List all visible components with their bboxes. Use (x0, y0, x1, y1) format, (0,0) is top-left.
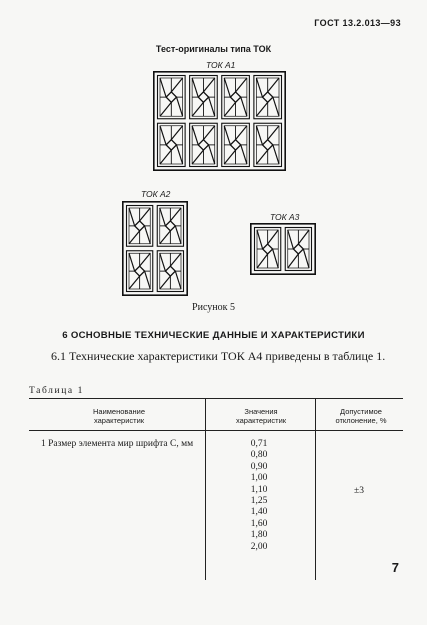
header-value: Значения характеристик (235, 407, 287, 425)
value-item: 1,25 (250, 496, 268, 506)
table-label: Таблица 1 (29, 386, 85, 396)
values-column (229, 440, 289, 570)
target-cell (254, 76, 282, 119)
tok-a2-target (122, 201, 188, 296)
row-tolerance: ±3 (354, 486, 364, 496)
tok-a3-target (250, 223, 316, 275)
figure-caption: Рисунок 5 (192, 302, 235, 313)
target-cell (127, 206, 153, 247)
target-cell (127, 251, 153, 292)
tok-a1-target (153, 71, 286, 171)
tok-a2-label: ТОК А2 (141, 189, 171, 199)
target-cell (285, 228, 311, 271)
value-item: 0,90 (250, 461, 268, 472)
section-paragraph: 6.1 Технические характеристики ТОК А4 приведены в таблице 1. (51, 349, 386, 363)
section-heading: 6 ОСНОВНЫЕ ТЕХНИЧЕСКИЕ ДАННЫЕ И ХАРАКТЕРИСТИКИ (62, 330, 365, 341)
value-item: 1,40 (250, 507, 268, 518)
target-cell (255, 228, 281, 271)
target-cell (190, 76, 218, 119)
target-cell (157, 206, 183, 247)
target-cell (222, 123, 250, 166)
target-cell (254, 123, 282, 166)
standard-header: ГОСТ 13.2.013—93 (314, 18, 401, 28)
tok-a1-label: ТОК А1 (206, 60, 236, 70)
header-tolerance: Допустимое отклонение, % (335, 407, 387, 425)
row-name: 1 Размер элемента мир шрифта С, мм (41, 439, 194, 449)
header-name: Наименование характеристик (93, 407, 145, 425)
value-item: 2,00 (250, 541, 268, 552)
page-number: 7 (391, 560, 399, 575)
value-item: 1,60 (250, 518, 268, 529)
characteristics-table (29, 398, 403, 580)
target-cell (222, 76, 250, 119)
value-item: 1,00 (250, 473, 268, 484)
value-item: 0,71 (250, 439, 268, 449)
value-item: 1,80 (250, 530, 268, 541)
figure-title: Тест-оригиналы типа ТОК (155, 44, 272, 54)
value-item: 1,10 (250, 484, 268, 495)
tok-a3-label: ТОК А3 (270, 212, 300, 222)
target-cell (157, 251, 183, 292)
value-item: 0,80 (250, 450, 268, 461)
target-cell (158, 76, 186, 119)
target-cell (158, 123, 186, 166)
target-cell (190, 123, 218, 166)
